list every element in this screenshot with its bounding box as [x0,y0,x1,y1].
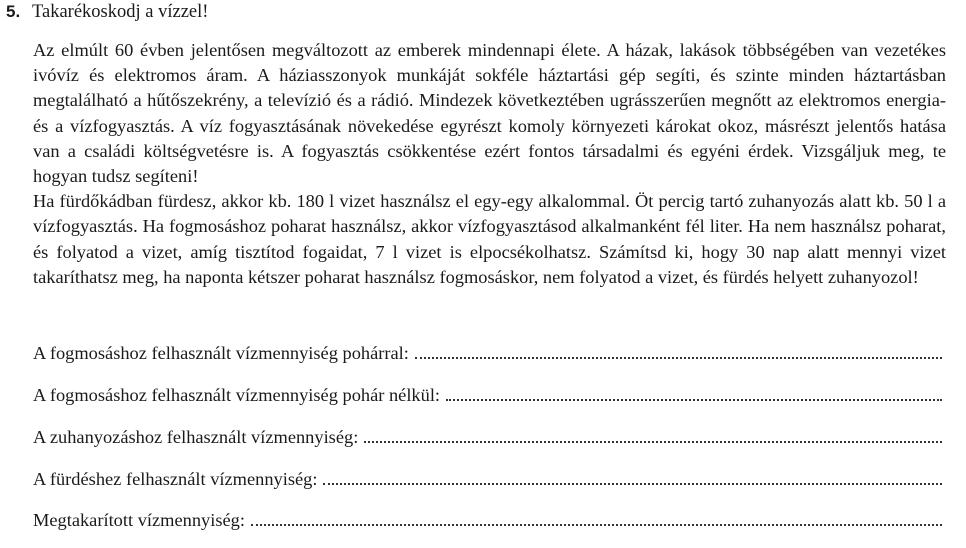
answer-line-saved-water[interactable] [33,510,942,531]
task-number: 5. [6,2,21,21]
answer-label: A fogmosáshoz felhasznált vízmennyiség pohárral: [33,343,409,363]
answer-label: A fürdéshez felhasznált vízmennyiség: [33,469,318,489]
answer-blank[interactable] [415,343,942,359]
answer-blank[interactable] [446,385,942,401]
answer-label: Megtakarított vízmennyiség: [33,510,245,530]
intro-paragraph: Az elmúlt 60 évben jelentősen megváltozott az emberek mindennapi élete. A házak, lakások többségében van vezetékes ivóvíz és elektromos áram. A háziasszonyok munkáját sokféle háztartási gép segíti, és szinte minden háztartásban megtalálható a hűtőszekrény, a televízió és a rádió. Mindezek következtében ugrásszerűen megnőtt az elektromos energia- és a vízfogyasztás. A víz fogyasztásának növekedése egyrészt komoly környezeti károkat okoz, másrészt jelentős hatása van a családi költségvetésre is. A fogyasztás csökkentése ezért fontos társadalmi és egyéni érdek. Vizsgáljuk meg, te hogyan tudsz segíteni! [33,40,946,187]
task-header [6,2,208,26]
answer-label: A fogmosáshoz felhasznált vízmennyiség pohár nélkül: [33,385,441,405]
answer-line-toothbrushing-with-cup[interactable] [33,343,942,364]
answer-line-toothbrushing-without-cup[interactable] [33,385,942,406]
task-text [33,38,946,290]
answer-line-shower[interactable] [33,427,942,448]
answer-line-bath[interactable] [33,469,942,490]
task-title: Takarékoskodj a vízzel! [32,2,209,22]
answer-blank[interactable] [364,427,942,443]
answer-blank[interactable] [323,469,942,485]
answer-label: A zuhanyozáshoz felhasznált vízmennyiség: [33,427,359,447]
instructions-paragraph: Ha fürdőkádban fürdesz, akkor kb. 180 l vizet használsz el egy-egy alkalommal. Öt percig tartó zuhanyozás alatt kb. 50 l a vízfogyasztás. Ha fogmosáshoz poharat használsz, akkor vízfogyasztásod alkalmanként fél liter. Ha nem használsz poharat, és folyatod a vizet, amíg tisztítod fogaidat, 7 l vizet is elpocsékolhatsz. Számítsd ki, hogy 30 nap alatt mennyi vizet takaríthatsz meg, ha naponta kétszer poharat használsz fogmosáskor, nem folyatod a vizet, és fürdés helyett zuhanyozol! [33,191,946,287]
answer-blank[interactable] [251,510,942,526]
